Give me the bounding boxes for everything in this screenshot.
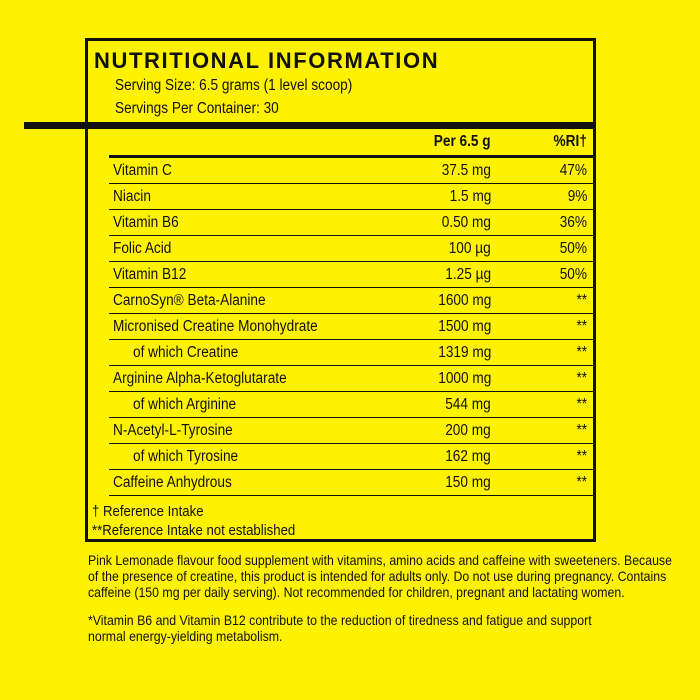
nutrient-ri: ** [576,422,587,439]
nutrient-name: Arginine Alpha-Ketoglutarate [113,370,287,387]
nutrient-amount: 1500 mg [437,318,491,335]
ri-header: %RI† [553,133,587,150]
nutrition-table [109,129,596,496]
nutrient-amount: 150 mg [445,474,491,491]
health-claim-line-2: normal energy-yielding metabolism. [88,628,283,644]
nutrient-name: Vitamin C [113,162,172,179]
nutrient-amount: 1600 mg [437,292,491,309]
panel-title: NUTRITIONAL INFORMATION [94,48,440,73]
nutrient-name: Folic Acid [113,240,172,257]
nutrient-name: of which Creatine [133,344,239,361]
description-line-3: caffeine (150 mg per daily serving). Not recommended for children, pregnant and lactating women. [88,584,625,600]
ri-footnote: † Reference Intake [92,503,204,520]
nutrient-ri: ** [576,448,587,465]
table-row [109,444,596,470]
table-row [109,340,596,366]
nutrient-name: of which Tyrosine [133,448,239,465]
nutrient-ri: 50% [559,266,587,283]
nutrient-ri: ** [576,396,587,413]
health-claim-line-1: *Vitamin B6 and Vitamin B12 contribute to the reduction of tiredness and fatigue and support [88,612,592,628]
table-row [109,184,596,210]
table-row [109,210,596,236]
nutrient-ri: ** [576,474,587,491]
nutrient-amount: 1000 mg [437,370,491,387]
nutrient-amount: 1319 mg [437,344,491,361]
table-row [109,158,596,184]
header-thick-rule [24,122,596,129]
nutrient-amount: 0.50 mg [441,214,491,231]
nutrient-ri: ** [576,292,587,309]
ri-not-established-footnote: **Reference Intake not established [92,522,296,539]
nutrient-ri: 47% [559,162,587,179]
nutrient-name: N-Acetyl-L-Tyrosine [113,422,233,439]
nutrient-ri: 36% [559,214,587,231]
table-row [109,262,596,288]
servings-per-container: Servings Per Container: 30 [115,100,279,117]
nutrient-name: Vitamin B12 [113,266,187,283]
nutrient-ri: ** [576,370,587,387]
nutrient-name: Micronised Creatine Monohydrate [113,318,318,335]
table-row [109,288,596,314]
nutrient-amount: 37.5 mg [441,162,491,179]
per-serving-header: Per 6.5 g [434,133,491,150]
nutrient-name: Caffeine Anhydrous [113,474,232,491]
nutrient-amount: 100 µg [449,240,491,257]
nutrient-amount: 544 mg [445,396,491,413]
table-row [109,236,596,262]
nutrient-amount: 200 mg [445,422,491,439]
table-row [109,392,596,418]
nutrient-ri: ** [576,344,587,361]
table-row [109,470,596,496]
serving-size: Serving Size: 6.5 grams (1 level scoop) [115,77,353,94]
nutrient-ri: ** [576,318,587,335]
nutrient-name: of which Arginine [133,396,237,413]
table-row [109,366,596,392]
nutrient-amount: 162 mg [445,448,491,465]
nutrient-amount: 1.25 µg [445,266,491,283]
description-line-1: Pink Lemonade flavour food supplement with vitamins, amino acids and caffeine with sweeteners. Because [88,552,672,568]
nutrient-name: Niacin [113,188,151,205]
nutrient-name: CarnoSyn® Beta-Alanine [113,292,266,309]
table-row [109,418,596,444]
nutrient-name: Vitamin B6 [113,214,179,231]
nutrient-ri: 9% [567,188,587,205]
nutrient-ri: 50% [559,240,587,257]
table-row [109,314,596,340]
description-line-2: of the presence of creatine, this product is intended for adults only. Do not use during pregnancy. Contains [88,568,667,584]
nutrient-amount: 1.5 mg [449,188,491,205]
table-header [109,129,596,158]
